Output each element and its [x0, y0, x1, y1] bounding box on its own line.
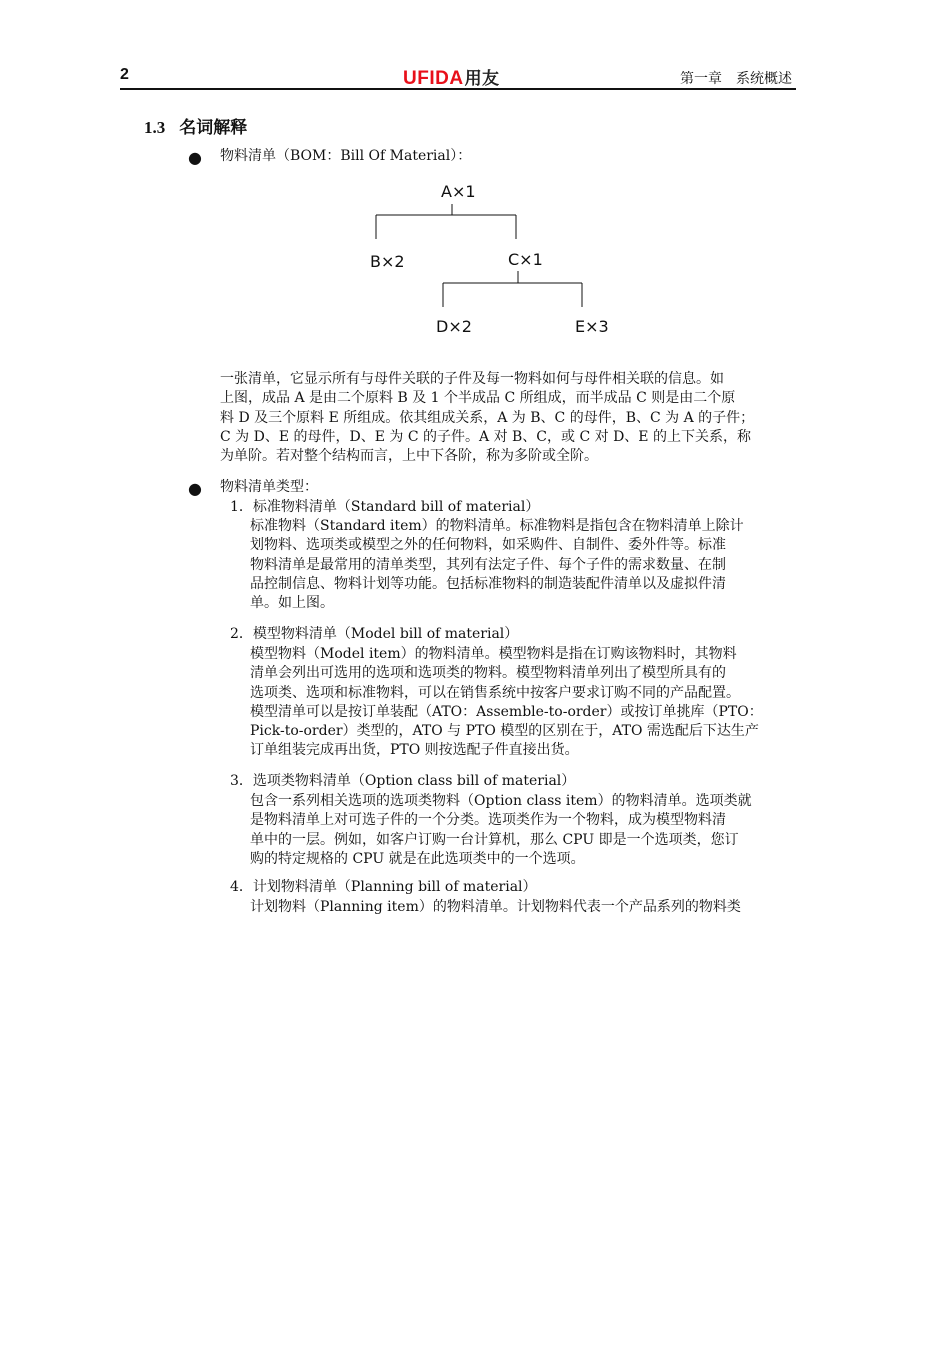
node-e: E×3: [575, 317, 609, 336]
bullet-dot-icon: ●: [188, 148, 202, 167]
text-line: 为单阶。若对整个结构而言，上中下各阶，称为多阶或全阶。: [220, 448, 598, 465]
type-planning-body: [250, 898, 796, 917]
ufida-logo: [403, 64, 500, 90]
page-header: [120, 64, 796, 88]
text-line: 品控制信息、物料计划等功能。包括标准物料的制造装配件清单以及虚拟件清: [250, 575, 726, 592]
node-a: A×1: [441, 182, 476, 201]
bullet-bom-types: 物料清单类型：: [220, 479, 318, 495]
text-line: C 为 D、E 的母件，D、E 为 C 的子件。A 对 B、C，或 C 对 D、E 的上下关系，称: [220, 428, 751, 445]
text-line: 单中的一层。例如，如客户订购一台计算机，那么 CPU 即是一个选项类，您订: [250, 831, 739, 848]
logo-latin: UFIDA: [403, 68, 464, 89]
text-line: 单。如上图。: [250, 595, 334, 612]
text-line: 上图，成品 A 是由二个原料 B 及 1 个半成品 C 所组成，而半成品 C 则是由二个原: [220, 390, 736, 407]
text-line: 包含一系列相关选项的选项类物料（Option class item）的物料清单。选项类就: [250, 793, 752, 809]
text-line: 是物料清单上对可选子件的一个分类。选项类作为一个物料，成为模型物料清: [250, 812, 726, 829]
text-line: 料 D 及三个原料 E 所组成。依其组成关系，A 为 B、C 的母件，B、C 为 A 的子件；: [220, 409, 755, 426]
text-line: 划物料、选项类或模型之外的任何物料，如采购件、自制件、委外件等。标准: [250, 537, 726, 554]
header-rule: [120, 88, 796, 90]
type-standard-title: 1．标准物料清单（Standard bill of material）: [230, 499, 540, 515]
chapter-title: 第一章 系统概述: [680, 71, 792, 87]
type-option-class-body: [250, 792, 796, 869]
type-model-body: [250, 645, 796, 761]
text-line: 模型清单可以是按订单装配（ATO：Assemble-to-order）或按订单挑库（PTO：: [250, 703, 763, 720]
text-line: 计划物料（Planning item）的物料清单。计划物料代表一个产品系列的物料类: [250, 899, 741, 915]
text-line: 物料清单是最常用的清单类型，其列有法定子件、每个子件的需求数量、在制: [250, 556, 726, 573]
bom-tree-diagram: [350, 175, 630, 340]
text-line: Pick-to-order）类型的，ATO 与 PTO 模型的区别在于，ATO 需选配后下达生产: [250, 723, 759, 740]
type-option-class-title: 3．选项类物料清单（Option class bill of material）: [230, 773, 576, 789]
type-standard-body: [250, 517, 796, 613]
section-heading: [144, 113, 247, 138]
text-line: 清单会列出可选用的选项和选项类的物料。模型物料清单列出了模型所具有的: [250, 665, 726, 682]
text-line: 标准物料（Standard item）的物料清单。标准物料是指包含在物料清单上除计: [250, 518, 744, 534]
text-line: 模型物料（Model item）的物料清单。模型物料是指在订购该物料时，其物料: [250, 646, 737, 662]
text-line: 一张清单，它显示所有与母件关联的子件及每一物料如何与母件相关联的信息。如: [220, 371, 724, 387]
node-c: C×1: [508, 250, 543, 269]
node-b: B×2: [370, 252, 405, 271]
bullet-dot-icon: ●: [188, 479, 202, 498]
type-planning-title: 4．计划物料清单（Planning bill of material）: [230, 879, 537, 895]
logo-chinese: 用友: [464, 69, 500, 88]
section-number: 1.3: [144, 118, 166, 137]
page-number: 2: [120, 66, 129, 83]
section-title: 名词解释: [179, 118, 248, 138]
text-line: 购的特定规格的 CPU 就是在此选项类中的一个选项。: [250, 850, 585, 867]
node-d: D×2: [436, 317, 472, 336]
bullet-bom-definition: 物料清单（BOM：Bill Of Material）：: [220, 148, 472, 164]
type-model-title: 2．模型物料清单（Model bill of material）: [230, 626, 519, 642]
bom-explanation-paragraph: [220, 370, 796, 466]
text-line: 订单组装完成再出货，PTO 则按选配子件直接出货。: [250, 742, 579, 759]
text-line: 选项类、选项和标准物料，可以在销售系统中按客户要求订购不同的产品配置。: [250, 684, 740, 701]
